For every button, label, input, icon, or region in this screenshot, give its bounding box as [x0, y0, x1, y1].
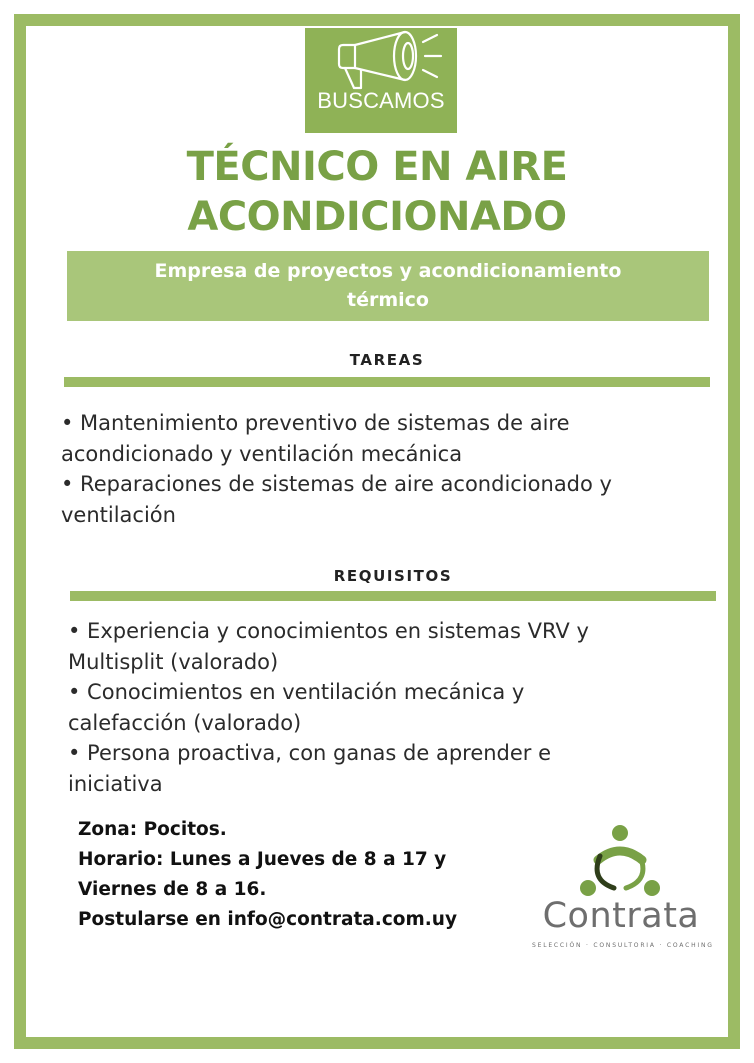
requisitos-line: • Persona proactiva, con ganas de aprender e	[68, 741, 552, 765]
buscamos-badge	[305, 28, 457, 133]
tareas-line: • Mantenimiento preventivo de sistemas de aire	[61, 411, 570, 435]
tareas-divider	[64, 377, 710, 387]
badge-label: BUSCAMOS	[317, 88, 445, 113]
job-details	[78, 815, 518, 935]
tareas-list	[61, 408, 711, 530]
horario-text-line-1: Horario: Lunes a Jueves de 8 a 17 y	[78, 849, 447, 870]
requisitos-line: • Conocimientos en ventilación mecánica y	[68, 680, 525, 704]
requisitos-line: iniciativa	[68, 771, 163, 796]
apply-email-text: Postularse en info@contrata.com.uy	[78, 909, 458, 930]
requisitos-divider	[70, 591, 716, 601]
requisitos-line: • Experiencia y conocimientos en sistemas VRV y	[68, 619, 589, 643]
tareas-line: acondicionado y ventilación mecánica	[61, 441, 463, 466]
job-title	[60, 142, 694, 242]
company-description-line-1: Empresa de proyectos y acondicionamiento	[154, 260, 622, 282]
zona-text: Zona: Pocitos.	[78, 819, 227, 840]
contrata-logo-icon	[576, 822, 664, 900]
company-description	[67, 257, 709, 315]
brand-name: Contrata	[542, 896, 700, 936]
job-title-line-2: ACONDICIONADO	[187, 194, 567, 240]
requisitos-list	[68, 616, 718, 799]
requisitos-line: calefacción (valorado)	[68, 710, 302, 735]
job-title-line-1: TÉCNICO EN AIRE	[186, 144, 568, 190]
company-description-line-2: térmico	[347, 289, 429, 311]
requisitos-line: Multisplit (valorado)	[68, 649, 279, 674]
tareas-line: ventilación	[61, 502, 176, 527]
requisitos-heading: REQUISITOS	[333, 567, 453, 585]
brand-tagline: SELECCIÓN · CONSULTORIA · COACHING	[532, 942, 714, 949]
company-description-bar	[67, 251, 709, 321]
tareas-heading: TAREAS	[349, 351, 425, 369]
tareas-line: • Reparaciones de sistemas de aire acondicionado y	[61, 472, 612, 496]
horario-text-line-2: Viernes de 8 a 16.	[78, 879, 267, 900]
